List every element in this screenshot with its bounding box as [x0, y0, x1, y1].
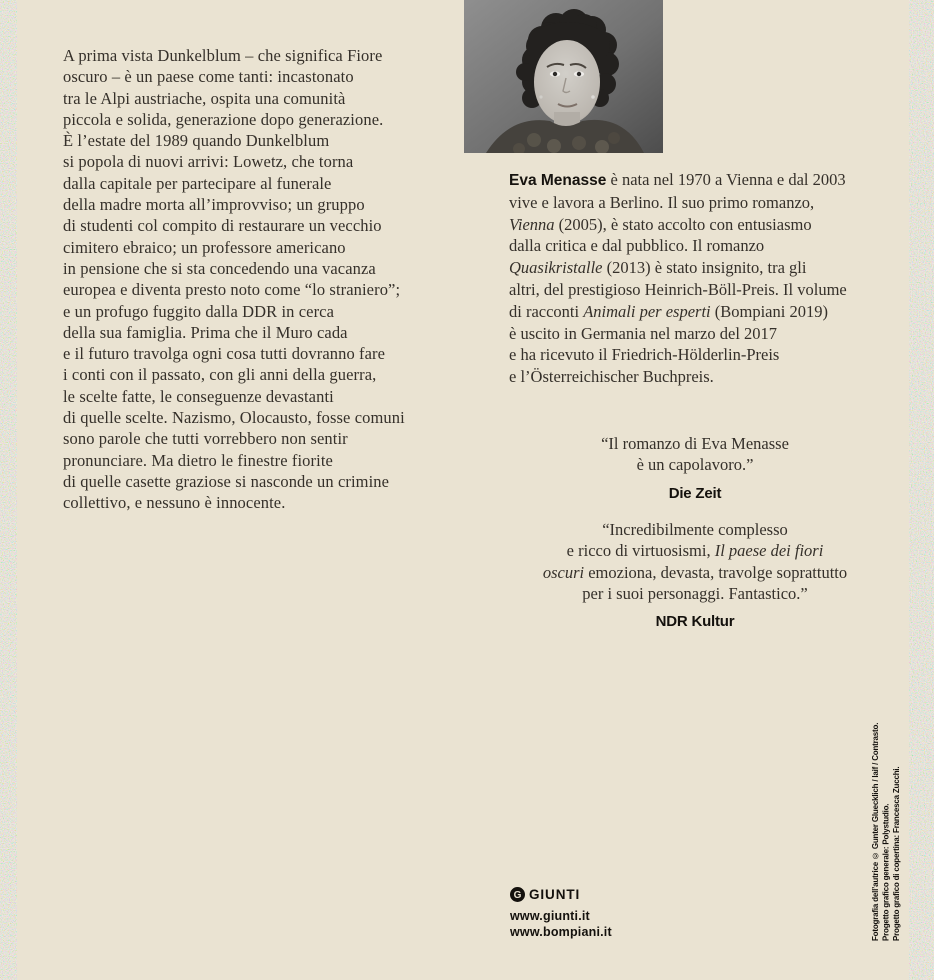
text-line: e il futuro travolga ogni cosa tutti dovranno fare — [63, 344, 386, 364]
quote-text — [500, 519, 890, 604]
giunti-logo — [510, 887, 612, 902]
text-line: e l’Österreichischer Buchpreis. — [509, 367, 714, 387]
text-line: Quasikristalle (2013) è stato insignito, tra gli — [509, 258, 807, 278]
publisher-name: GIUNTI — [529, 887, 581, 902]
text-line: oscuri emoziona, devasta, travolge soprattutto — [542, 562, 848, 582]
bompiani-url-link[interactable]: www.bompiani.it — [510, 924, 612, 939]
author-photo — [464, 0, 663, 153]
quote-source: Die Zeit — [668, 484, 722, 502]
author-bio — [509, 169, 889, 388]
text-line: altri, del prestigioso Heinrich-Böll-Preis. Il volume — [509, 279, 847, 299]
svg-text:G: G — [513, 890, 522, 901]
text-line: tra le Alpi austriache, ospita una comunità — [63, 88, 346, 108]
giunti-monogram-icon — [510, 887, 525, 902]
text-line: vive e lavora a Berlino. Il suo primo romanzo, — [509, 192, 815, 212]
text-line: è un capolavoro.” — [636, 455, 754, 475]
text-line: in pensione che si sta concedendo una vacanza — [63, 258, 376, 278]
text-line: Progetto grafico generale: Polystudio. — [881, 803, 890, 941]
text-line: Fotografia dell’autrice © Gunter Gluecklich / laif / Contrasto. — [870, 722, 880, 941]
text-line: Eva Menasse è nata nel 1970 a Vienna e dal 2003 — [509, 170, 846, 189]
quote-source: NDR Kultur — [655, 613, 735, 631]
text-line: della sua famiglia. Prima che il Muro cada — [63, 322, 348, 342]
text-line: e un profugo fuggito dalla DDR in cerca — [63, 301, 335, 321]
text-line: e ricco di virtuosismi, Il paese dei fiori — [566, 541, 824, 561]
text-line: le scelte fatte, le conseguenze devastanti — [63, 386, 334, 406]
text-line: si popola di nuovi arrivi: Lowetz, che torna — [63, 152, 354, 172]
text-line: è uscito in Germania nel marzo del 2017 — [509, 323, 778, 343]
publisher-block — [510, 887, 612, 940]
text-line: di quelle casette graziose si nasconde un crimine — [63, 471, 390, 491]
text-line: e ha ricevuto il Friedrich-Hölderlin-Preis — [509, 345, 780, 365]
text-line: piccola e solida, generazione dopo generazione. — [63, 109, 384, 129]
text-line: Progetto grafico di copertina: Francesca Zucchi. — [891, 766, 901, 941]
publisher-urls — [510, 909, 612, 940]
giunti-url-link[interactable]: www.giunti.it — [510, 909, 590, 923]
text-line: per i suoi personaggi. Fantastico.” — [582, 583, 808, 603]
text-line: A prima vista Dunkelblum – che significa Fiore — [63, 46, 383, 65]
text-line: Vienna (2005), è stato accolto con entusiasmo — [509, 214, 812, 234]
text-line: di racconti Animali per esperti (Bompiani 2019) — [509, 301, 828, 321]
text-line: di studenti col compito di restaurare un vecchio — [63, 216, 382, 236]
text-line: sono parole che tutti vorrebbero non sentir — [63, 429, 348, 449]
scan-edge-noise-left — [0, 0, 17, 980]
text-line: i conti con il passato, con gli anni della guerra, — [63, 365, 377, 385]
synopsis-text — [63, 45, 405, 514]
press-quote-die-zeit — [500, 433, 890, 504]
text-line: collettivo, e nessuno è innocente. — [63, 493, 286, 513]
text-line: oscuro – è un paese come tanti: incastonato — [63, 67, 354, 87]
text-line: dalla capitale per partecipare al funerale — [63, 173, 332, 193]
quote-text — [500, 433, 890, 476]
text-line: dalla critica e dal pubblico. Il romanzo — [509, 236, 765, 256]
text-line: di quelle scelte. Nazismo, Olocausto, fosse comuni — [63, 408, 405, 428]
text-line: “Il romanzo di Eva Menasse — [601, 434, 789, 453]
colophon-credits — [871, 691, 903, 941]
text-line: pronunciare. Ma dietro le finestre fiorite — [63, 450, 333, 470]
text-line: “Incredibilmente complesso — [602, 520, 788, 539]
scan-edge-noise-right — [909, 0, 934, 980]
text-line: della madre morta all’improvviso; un gruppo — [63, 195, 365, 215]
press-quote-ndr-kultur — [500, 519, 890, 632]
face — [534, 40, 600, 124]
text-line: cimitero ebraico; un professore americano — [63, 237, 346, 257]
text-line: È l’estate del 1989 quando Dunkelblum — [63, 131, 330, 151]
text-line: europea e diventa presto noto come “lo straniero”; — [63, 280, 401, 300]
